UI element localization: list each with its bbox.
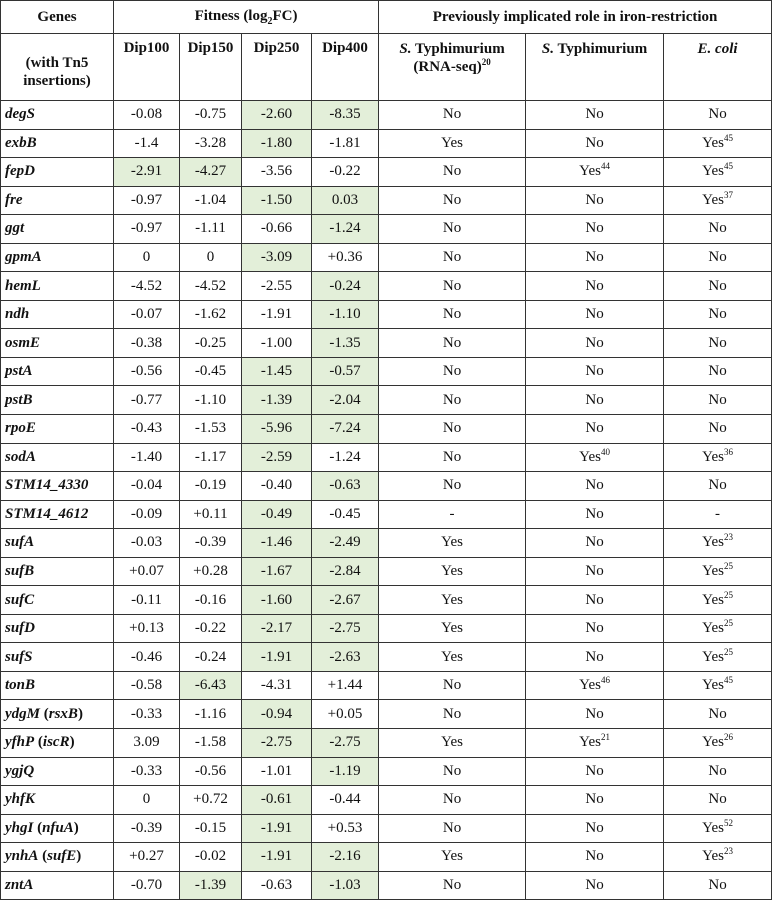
dip100-value: -0.70 (114, 871, 180, 900)
role-typhimurium-value: No (526, 243, 664, 272)
dip150-value: +0.72 (180, 786, 242, 815)
dip150-value: -0.45 (180, 357, 242, 386)
role-ecoli-value: Yes$^{25}$ (664, 643, 772, 672)
role-rnaseq-value: No (379, 757, 526, 786)
role-rnaseq-value: No (379, 329, 526, 358)
dip150-header: Dip150 (180, 34, 242, 101)
dip250-value: -1.60 (242, 586, 312, 615)
role-typhimurium-value: No (526, 272, 664, 301)
role-ecoli-value: No (664, 357, 772, 386)
role-typhimurium-value: No (526, 415, 664, 444)
table-row (1, 614, 772, 643)
reference-superscript: 23 (723, 846, 733, 857)
dip150-value: -6.43 (180, 671, 242, 700)
reference-superscript: 45 (723, 675, 733, 686)
role-rnaseq-value: Yes (379, 557, 526, 586)
dip100-value: 0 (114, 786, 180, 815)
role-ecoli-value: - (664, 500, 772, 529)
table-row (1, 415, 772, 444)
role-ecoli-value: Yes$^{25}$ (664, 586, 772, 615)
dip400-value: -1.10 (312, 300, 379, 329)
reference-superscript: 26 (723, 732, 733, 743)
reference-superscript: 21 (600, 732, 610, 743)
role-typhimurium-value: No (526, 300, 664, 329)
table-row (1, 243, 772, 272)
role-ecoli-value: Yes$^{25}$ (664, 614, 772, 643)
dip100-value: -2.91 (114, 158, 180, 187)
dip250-value: -1.39 (242, 386, 312, 415)
role-rnaseq-value: No (379, 357, 526, 386)
role-ecoli-value: No (664, 243, 772, 272)
gene-name: ydgM (rsxB) (1, 700, 114, 729)
dip100-value: -0.07 (114, 300, 180, 329)
gene-name: sodA (1, 443, 114, 472)
role-typhimurium-value: No (526, 871, 664, 900)
gene-name: fepD (1, 158, 114, 187)
role-rnaseq-header: S. Typhimurium $(RNA-seq)^{20}$ (379, 34, 526, 101)
dip100-value: -4.52 (114, 272, 180, 301)
dip250-value: -1.91 (242, 643, 312, 672)
role-rnaseq-value: Yes (379, 586, 526, 615)
dip400-value: -1.24 (312, 443, 379, 472)
genes-subheader: (with Tn5 insertions) (1, 34, 114, 101)
dip400-value: -1.81 (312, 129, 379, 158)
table-row (1, 814, 772, 843)
reference-superscript: 25 (723, 618, 733, 629)
table-row (1, 101, 772, 130)
role-typhimurium-value: No (526, 386, 664, 415)
table-row (1, 786, 772, 815)
dip100-value: -0.38 (114, 329, 180, 358)
dip100-value: -0.08 (114, 101, 180, 130)
role-rnaseq-value: No (379, 186, 526, 215)
role-rnaseq-value: Yes (379, 843, 526, 872)
dip150-value: -0.22 (180, 614, 242, 643)
table-row (1, 729, 772, 758)
role-typhimurium-header: S. Typhimurium (526, 34, 664, 101)
gene-name: zntA (1, 871, 114, 900)
dip400-value: -1.19 (312, 757, 379, 786)
role-rnaseq-value: No (379, 443, 526, 472)
dip400-value: +0.36 (312, 243, 379, 272)
gene-name: sufS (1, 643, 114, 672)
dip250-value: -1.46 (242, 529, 312, 558)
table-row (1, 643, 772, 672)
dip100-value: -0.97 (114, 215, 180, 244)
dip100-value: -0.56 (114, 357, 180, 386)
table-row (1, 700, 772, 729)
role-rnaseq-value: No (379, 472, 526, 501)
dip100-value: -0.11 (114, 586, 180, 615)
table-row (1, 186, 772, 215)
reference-superscript: 23 (723, 532, 733, 543)
dip100-value: -0.04 (114, 472, 180, 501)
role-rnaseq-value: No (379, 786, 526, 815)
dip250-value: -1.50 (242, 186, 312, 215)
dip100-value: -0.39 (114, 814, 180, 843)
role-typhimurium-value: No (526, 843, 664, 872)
role-ecoli-value: No (664, 215, 772, 244)
gene-name: ygjQ (1, 757, 114, 786)
reference-superscript: 45 (723, 161, 733, 172)
role-typhimurium-value: No (526, 472, 664, 501)
reference-superscript: 52 (723, 817, 733, 828)
dip250-value: -4.31 (242, 671, 312, 700)
dip400-value: -2.75 (312, 729, 379, 758)
role-ecoli-value: No (664, 700, 772, 729)
dip400-value: -0.44 (312, 786, 379, 815)
role-ecoli-value: Yes$^{45}$ (664, 158, 772, 187)
table-row (1, 472, 772, 501)
gene-name: pstA (1, 357, 114, 386)
gene-name: yhfK (1, 786, 114, 815)
role-typhimurium-value: No (526, 329, 664, 358)
table-row (1, 586, 772, 615)
dip400-header: Dip400 (312, 34, 379, 101)
genes-header: Genes (1, 1, 114, 34)
role-ecoli-value: No (664, 871, 772, 900)
fitness-header: Fitness $(\log_2FC)$ (114, 1, 379, 34)
dip400-value: -2.67 (312, 586, 379, 615)
role-typhimurium-value: No (526, 814, 664, 843)
dip150-value: 0 (180, 243, 242, 272)
role-typhimurium-value: Yes$^{44}$ (526, 158, 664, 187)
role-typhimurium-value: No (526, 586, 664, 615)
role-typhimurium-value: No (526, 357, 664, 386)
dip400-value: -2.75 (312, 614, 379, 643)
dip400-value: +1.44 (312, 671, 379, 700)
role-ecoli-value: Yes$^{25}$ (664, 557, 772, 586)
dip100-value: -0.77 (114, 386, 180, 415)
dip100-value: -1.4 (114, 129, 180, 158)
dip100-value: -0.33 (114, 757, 180, 786)
dip150-value: -0.24 (180, 643, 242, 672)
table-row (1, 871, 772, 900)
reference-superscript: 46 (600, 675, 610, 686)
dip150-value: -1.04 (180, 186, 242, 215)
role-typhimurium-value: No (526, 786, 664, 815)
dip250-value: -0.61 (242, 786, 312, 815)
dip400-value: +0.53 (312, 814, 379, 843)
dip250-value: -0.49 (242, 500, 312, 529)
dip100-value: 3.09 (114, 729, 180, 758)
role-ecoli-value: No (664, 386, 772, 415)
dip250-value: -1.45 (242, 357, 312, 386)
role-typhimurium-value: No (526, 643, 664, 672)
role-ecoli-value: No (664, 757, 772, 786)
role-rnaseq-value: No (379, 300, 526, 329)
reference-superscript: 45 (723, 132, 733, 143)
role-typhimurium-value: No (526, 529, 664, 558)
role-ecoli-header: E. coli (664, 34, 772, 101)
dip150-value: -1.62 (180, 300, 242, 329)
role-typhimurium-value: No (526, 129, 664, 158)
table-row (1, 357, 772, 386)
dip150-value: -0.15 (180, 814, 242, 843)
dip100-value: 0 (114, 243, 180, 272)
role-rnaseq-value: No (379, 415, 526, 444)
role-rnaseq-value: Yes (379, 529, 526, 558)
role-rnaseq-value: Yes (379, 614, 526, 643)
role-rnaseq-value: No (379, 215, 526, 244)
dip400-value: -2.84 (312, 557, 379, 586)
dip100-value: -0.09 (114, 500, 180, 529)
dip100-value: +0.07 (114, 557, 180, 586)
dip150-value: -1.39 (180, 871, 242, 900)
reference-superscript: 44 (600, 161, 610, 172)
dip250-value: -5.96 (242, 415, 312, 444)
role-typhimurium-value: No (526, 215, 664, 244)
role-rnaseq-value: - (379, 500, 526, 529)
gene-name: tonB (1, 671, 114, 700)
role-ecoli-value: Yes$^{37}$ (664, 186, 772, 215)
dip400-value: -2.16 (312, 843, 379, 872)
dip150-value: -1.10 (180, 386, 242, 415)
gene-name: sufC (1, 586, 114, 615)
dip250-value: -2.17 (242, 614, 312, 643)
dip400-value: -8.35 (312, 101, 379, 130)
dip250-value: -1.91 (242, 300, 312, 329)
gene-name: pstB (1, 386, 114, 415)
gene-name: hemL (1, 272, 114, 301)
table-row (1, 671, 772, 700)
dip150-value: -1.53 (180, 415, 242, 444)
role-ecoli-value: Yes$^{23}$ (664, 529, 772, 558)
dip100-value: +0.27 (114, 843, 180, 872)
table-row (1, 158, 772, 187)
dip400-value: -0.24 (312, 272, 379, 301)
role-ecoli-value: No (664, 415, 772, 444)
role-ecoli-value: Yes$^{45}$ (664, 129, 772, 158)
role-typhimurium-value: No (526, 700, 664, 729)
role-ecoli-value: Yes$^{45}$ (664, 671, 772, 700)
role-ecoli-value: No (664, 300, 772, 329)
dip150-value: -0.75 (180, 101, 242, 130)
table-row (1, 443, 772, 472)
table-row (1, 215, 772, 244)
dip400-value: -2.04 (312, 386, 379, 415)
role-ecoli-value: No (664, 786, 772, 815)
dip250-value: -1.67 (242, 557, 312, 586)
role-rnaseq-value: No (379, 272, 526, 301)
reference-superscript: 36 (723, 446, 733, 457)
dip150-value: -0.25 (180, 329, 242, 358)
role-typhimurium-value: Yes$^{40}$ (526, 443, 664, 472)
role-typhimurium-value: No (526, 614, 664, 643)
gene-name: ynhA (sufE) (1, 843, 114, 872)
dip250-value: -3.56 (242, 158, 312, 187)
dip250-value: -0.94 (242, 700, 312, 729)
gene-name: degS (1, 101, 114, 130)
table-row (1, 272, 772, 301)
dip150-value: -1.11 (180, 215, 242, 244)
gene-name: STM14_4612 (1, 500, 114, 529)
dip400-value: -0.57 (312, 357, 379, 386)
dip250-value: -0.66 (242, 215, 312, 244)
dip400-value: -0.45 (312, 500, 379, 529)
gene-name: gpmA (1, 243, 114, 272)
role-rnaseq-value: No (379, 158, 526, 187)
role-rnaseq-value: Yes (379, 129, 526, 158)
role-typhimurium-value: No (526, 500, 664, 529)
dip250-value: -1.01 (242, 757, 312, 786)
dip100-value: -1.40 (114, 443, 180, 472)
dip400-value: -1.03 (312, 871, 379, 900)
gene-name: exbB (1, 129, 114, 158)
dip250-value: -0.40 (242, 472, 312, 501)
table-row (1, 386, 772, 415)
dip150-value: -0.19 (180, 472, 242, 501)
dip150-value: -0.02 (180, 843, 242, 872)
dip400-value: 0.03 (312, 186, 379, 215)
gene-name: fre (1, 186, 114, 215)
table-row (1, 529, 772, 558)
table-row (1, 329, 772, 358)
gene-name: rpoE (1, 415, 114, 444)
role-typhimurium-value: Yes$^{21}$ (526, 729, 664, 758)
role-typhimurium-value: No (526, 186, 664, 215)
dip250-value: -1.80 (242, 129, 312, 158)
dip150-value: -3.28 (180, 129, 242, 158)
dip400-value: -2.49 (312, 529, 379, 558)
role-rnaseq-value: No (379, 101, 526, 130)
role-ecoli-value: Yes$^{52}$ (664, 814, 772, 843)
dip100-value: -0.33 (114, 700, 180, 729)
role-ecoli-value: No (664, 101, 772, 130)
dip250-value: -1.91 (242, 814, 312, 843)
dip400-value: -2.63 (312, 643, 379, 672)
dip150-value: +0.28 (180, 557, 242, 586)
dip100-header: Dip100 (114, 34, 180, 101)
role-typhimurium-value: No (526, 757, 664, 786)
dip150-value: -4.27 (180, 158, 242, 187)
reference-superscript: 25 (723, 589, 733, 600)
dip100-value: +0.13 (114, 614, 180, 643)
gene-name: yfhP (iscR) (1, 729, 114, 758)
role-typhimurium-value: No (526, 101, 664, 130)
role-rnaseq-value: No (379, 871, 526, 900)
dip100-value: -0.03 (114, 529, 180, 558)
dip400-value: -1.35 (312, 329, 379, 358)
dip400-value: -0.22 (312, 158, 379, 187)
role-rnaseq-value: No (379, 243, 526, 272)
gene-name: STM14_4330 (1, 472, 114, 501)
dip250-value: -1.91 (242, 843, 312, 872)
dip250-value: -2.59 (242, 443, 312, 472)
gene-name: sufD (1, 614, 114, 643)
role-ecoli-value: Yes$^{26}$ (664, 729, 772, 758)
table-row (1, 557, 772, 586)
dip100-value: -0.97 (114, 186, 180, 215)
dip250-value: -2.60 (242, 101, 312, 130)
dip150-value: -1.16 (180, 700, 242, 729)
role-typhimurium-value: No (526, 557, 664, 586)
table-row (1, 300, 772, 329)
gene-name: ndh (1, 300, 114, 329)
reference-superscript: 25 (723, 646, 733, 657)
reference-superscript: 40 (600, 446, 610, 457)
role-ecoli-value: No (664, 272, 772, 301)
dip150-value: -1.17 (180, 443, 242, 472)
dip400-value: -7.24 (312, 415, 379, 444)
role-rnaseq-value: Yes (379, 643, 526, 672)
role-ecoli-value: No (664, 472, 772, 501)
dip400-value: +0.05 (312, 700, 379, 729)
gene-name: sufA (1, 529, 114, 558)
roles-header: Previously implicated role in iron-restriction (379, 1, 772, 34)
role-rnaseq-value: Yes (379, 729, 526, 758)
role-rnaseq-value: No (379, 671, 526, 700)
dip150-value: -0.16 (180, 586, 242, 615)
role-ecoli-value: Yes$^{36}$ (664, 443, 772, 472)
dip150-value: -1.58 (180, 729, 242, 758)
role-ecoli-value: Yes$^{23}$ (664, 843, 772, 872)
reference-superscript: 37 (723, 189, 733, 200)
dip150-value: +0.11 (180, 500, 242, 529)
dip150-value: -0.39 (180, 529, 242, 558)
role-rnaseq-value: No (379, 386, 526, 415)
dip400-value: -1.24 (312, 215, 379, 244)
dip250-value: -2.55 (242, 272, 312, 301)
gene-name: yhgI (nfuA) (1, 814, 114, 843)
dip100-value: -0.46 (114, 643, 180, 672)
role-typhimurium-value: Yes$^{46}$ (526, 671, 664, 700)
reference-superscript: 25 (723, 561, 733, 572)
dip250-value: -1.00 (242, 329, 312, 358)
dip150-value: -4.52 (180, 272, 242, 301)
role-ecoli-value: No (664, 329, 772, 358)
dip150-value: -0.56 (180, 757, 242, 786)
role-rnaseq-value: No (379, 814, 526, 843)
table-row (1, 129, 772, 158)
table-row (1, 757, 772, 786)
table-row (1, 843, 772, 872)
gene-name: osmE (1, 329, 114, 358)
dip250-value: -3.09 (242, 243, 312, 272)
dip100-value: -0.43 (114, 415, 180, 444)
gene-name: ggt (1, 215, 114, 244)
dip100-value: -0.58 (114, 671, 180, 700)
dip400-value: -0.63 (312, 472, 379, 501)
dip250-value: -0.63 (242, 871, 312, 900)
table-row (1, 500, 772, 529)
gene-name: sufB (1, 557, 114, 586)
dip250-header: Dip250 (242, 34, 312, 101)
role-rnaseq-value: No (379, 700, 526, 729)
dip250-value: -2.75 (242, 729, 312, 758)
